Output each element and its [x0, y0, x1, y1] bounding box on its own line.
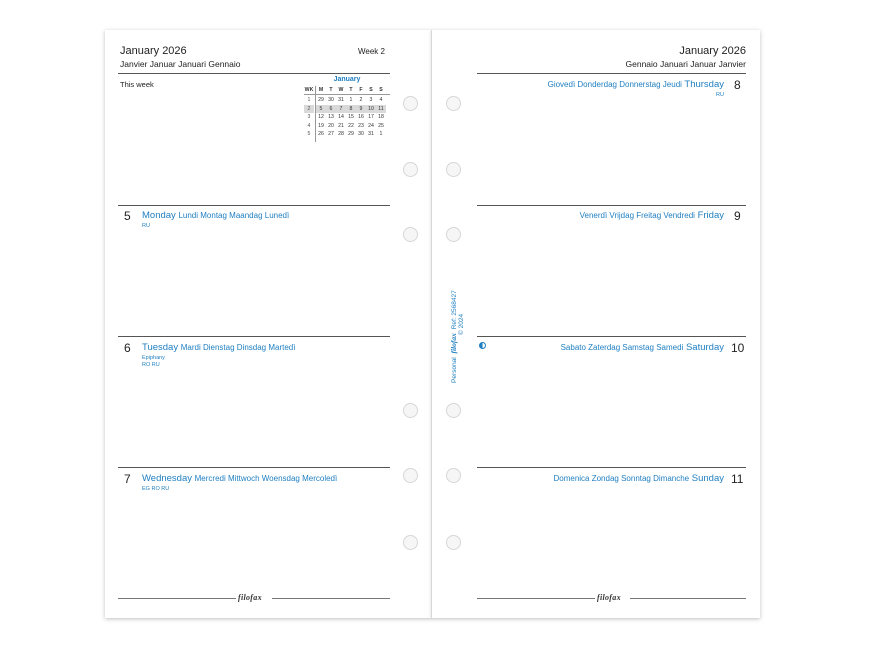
mini-calendar-day: 7 [336, 105, 346, 113]
day-rule-friday [477, 205, 746, 206]
mini-calendar-header: W [338, 87, 344, 93]
mini-calendar-day: 29 [318, 97, 324, 103]
filofax-logo-left: filofax [238, 593, 262, 602]
mini-calendar-day: 5 [316, 105, 326, 113]
mini-calendar-day: 18 [378, 114, 384, 120]
mini-calendar-day: 31 [338, 97, 344, 103]
day-name-wednesday [142, 473, 337, 484]
day-number-tuesday: 6 [124, 341, 131, 355]
footer-rule-right-b [630, 598, 746, 599]
day-number-thursday: 8 [734, 78, 741, 92]
day-rule-sunday [477, 467, 746, 468]
day-number-friday: 9 [734, 209, 741, 223]
day-rule-tuesday [118, 336, 390, 337]
mini-calendar-header: T [349, 87, 353, 93]
ring-hole [403, 227, 418, 242]
right-month-year: January 2026 [679, 45, 746, 57]
mini-calendar-day: 10 [366, 105, 376, 113]
spine-text [449, 290, 458, 383]
mini-calendar-week-number: 1 [307, 97, 311, 103]
ring-hole [403, 468, 418, 483]
footer-rule-right-a [477, 598, 595, 599]
day-rule-saturday [477, 336, 746, 337]
header-rule-left [118, 73, 390, 74]
mini-calendar-header: WK [304, 87, 314, 93]
mini-calendar-header: T [329, 87, 333, 93]
mini-calendar-day: 31 [368, 131, 374, 137]
mini-calendar-week-number: 2 [304, 105, 314, 113]
holiday-note-tuesday: Epiphany [142, 355, 165, 361]
left-month-year: January 2026 [120, 45, 187, 57]
center-fold [431, 30, 432, 618]
ring-hole [446, 162, 461, 177]
day-number-saturday: 10 [731, 341, 745, 355]
mini-calendar-day: 1 [349, 97, 353, 103]
mini-calendar-day: 30 [358, 131, 364, 137]
country-codes-wednesday: EG RO RU [142, 486, 170, 492]
mini-calendar-day: 14 [338, 114, 344, 120]
country-codes-tuesday: RO RU [142, 362, 160, 368]
mini-calendar-header: F [359, 87, 363, 93]
mini-calendar-day: 16 [358, 114, 364, 120]
day-name-label: Monday [142, 210, 176, 221]
filofax-logo-right: filofax [597, 593, 621, 602]
day-name-thursday [548, 79, 724, 90]
day-name-label: Sunday [691, 473, 724, 484]
mini-calendar-day: 24 [368, 122, 374, 129]
mini-calendar-day: 25 [378, 122, 384, 129]
day-number-monday: 5 [124, 209, 131, 223]
day-name-tuesday [142, 342, 295, 353]
mini-calendar-day: 2 [359, 97, 363, 103]
day-name-label: Thursday [684, 79, 724, 90]
first-quarter-moon-icon [479, 342, 486, 349]
mini-calendar-day: 8 [346, 105, 356, 113]
mini-calendar-day: 3 [369, 97, 373, 103]
mini-calendar-header-rule [304, 94, 390, 95]
mini-calendar-day: 28 [338, 131, 344, 137]
right-month-names: Gennaio Januari Januar Janvier [625, 59, 746, 69]
mini-calendar-day: 6 [326, 105, 336, 113]
day-name-monday [142, 210, 289, 221]
spine-brand: filofax [449, 333, 458, 354]
ring-hole [446, 403, 461, 418]
ring-hole [446, 227, 461, 242]
spine-ref: Ref: 2568427 [451, 290, 458, 330]
day-rule-wednesday [118, 467, 390, 468]
mini-calendar-day: 12 [318, 114, 324, 120]
mini-calendar-week-number: 4 [307, 122, 311, 129]
mini-calendar-week-number: 3 [307, 114, 311, 120]
day-rule-monday [118, 205, 390, 206]
day-name-label: Friday [697, 210, 724, 221]
day-translations: Sabato Zaterdag Samstag Samedi [560, 343, 684, 352]
day-name-friday [580, 210, 724, 221]
mini-calendar-title: January [333, 76, 361, 83]
mini-calendar-week-rule [315, 86, 316, 142]
spine-personal: Personal [451, 357, 458, 383]
day-name-sunday [553, 473, 724, 484]
day-name-label: Tuesday [142, 342, 179, 353]
day-translations: Venerdì Vrijdag Freitag Vendredi [579, 211, 695, 220]
day-name-saturday [561, 342, 724, 353]
mini-calendar-day: 26 [318, 131, 324, 137]
day-translations: Domenica Zondag Sonntag Dimanche [553, 474, 690, 483]
mini-calendar-day: 1 [379, 131, 383, 137]
mini-calendar-header: S [379, 87, 383, 93]
mini-calendar-day: 17 [368, 114, 374, 120]
mini-calendar-day: 22 [348, 122, 354, 129]
mini-calendar-day: 30 [328, 97, 334, 103]
mini-calendar-day: 29 [348, 131, 354, 137]
this-week-label: This week [120, 80, 154, 89]
mini-calendar-day: 19 [318, 122, 324, 129]
day-name-label: Wednesday [142, 473, 192, 484]
mini-calendar-week-number: 5 [307, 131, 311, 137]
day-number-wednesday: 7 [124, 472, 131, 486]
ring-hole [403, 96, 418, 111]
ring-hole [403, 162, 418, 177]
ring-hole [403, 403, 418, 418]
day-translations: Giovedì Donderdag Donnerstag Jeudi [547, 80, 682, 89]
left-month-names: Janvier Januar Januari Gennaio [120, 59, 241, 69]
week-label: Week 2 [358, 47, 385, 56]
mini-calendar-day: 9 [356, 105, 366, 113]
ring-hole [446, 535, 461, 550]
day-number-sunday: 11 [731, 472, 744, 486]
mini-calendar-header: M [318, 87, 324, 93]
country-codes-thursday: RU [716, 92, 724, 98]
mini-calendar-day: 15 [348, 114, 354, 120]
mini-calendar-day: 13 [328, 114, 334, 120]
footer-rule-left-a [118, 598, 236, 599]
mini-calendar-day: 4 [379, 97, 383, 103]
mini-calendar-day: 27 [328, 131, 334, 137]
day-translations: Mercredi Mittwoch Woensdag Mercoledì [194, 474, 338, 483]
day-name-label: Saturday [685, 342, 724, 353]
mini-calendar-day: 23 [358, 122, 364, 129]
mini-calendar-day: 20 [328, 122, 334, 129]
footer-rule-left-b [272, 598, 390, 599]
header-rule-right [477, 73, 746, 74]
mini-calendar-header: S [369, 87, 373, 93]
mini-calendar-day: 21 [338, 122, 344, 129]
mini-calendar-day: 11 [376, 105, 386, 113]
ring-hole [446, 468, 461, 483]
right-page [432, 30, 760, 618]
day-translations: Lundi Montag Maandag Lunedì [178, 211, 290, 220]
day-translations: Mardi Dienstag Dinsdag Martedì [180, 343, 296, 352]
country-codes-monday: RU [142, 223, 150, 229]
spine-copyright: © 2024 [458, 313, 465, 335]
ring-hole [446, 96, 461, 111]
ring-hole [403, 535, 418, 550]
